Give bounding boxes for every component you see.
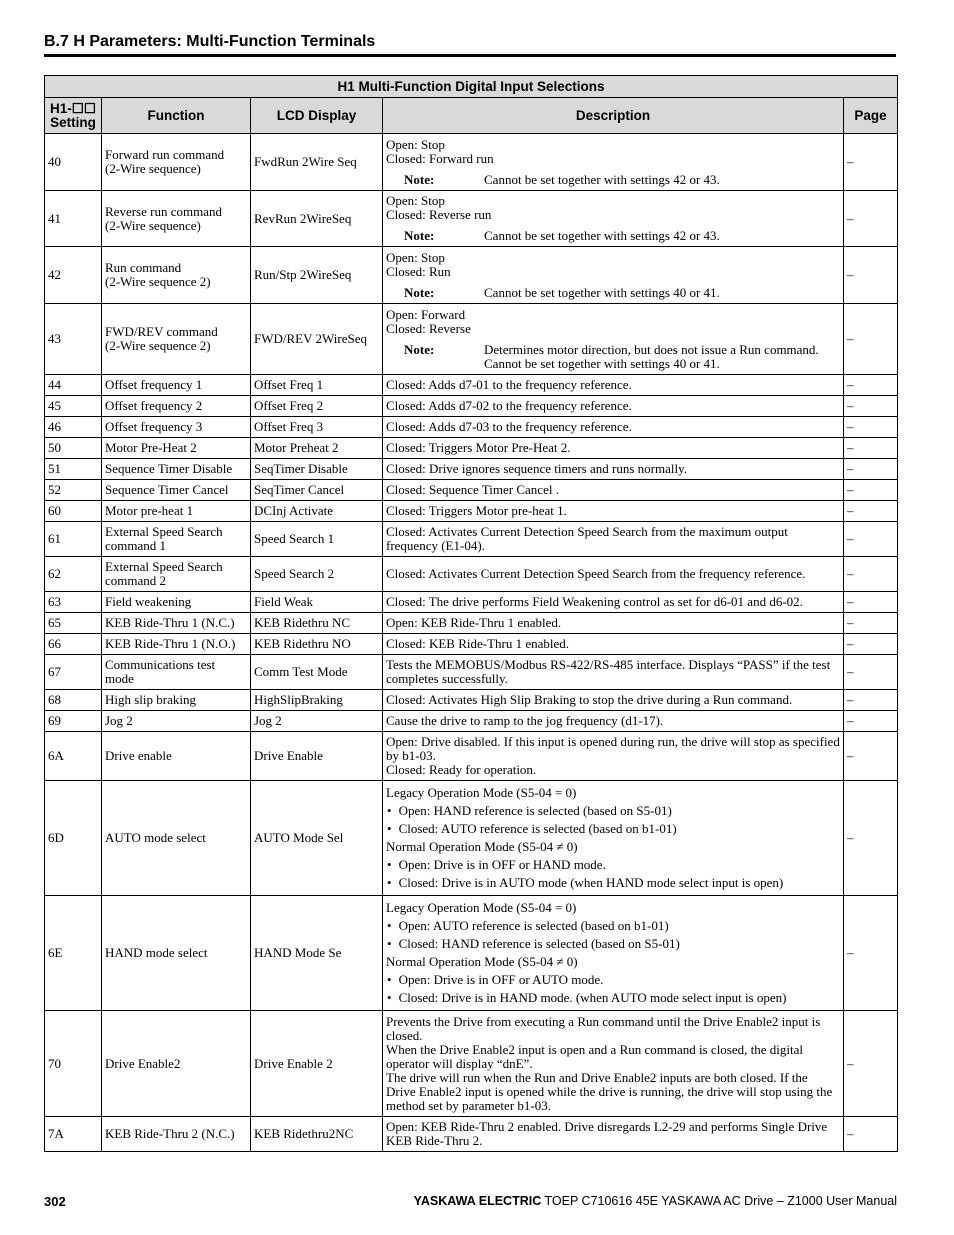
cell-setting: 60 (45, 501, 102, 522)
bullet-item (386, 991, 840, 1005)
description-line: Closed: Forward run (386, 150, 494, 166)
cell-setting: 46 (45, 417, 102, 438)
cell-setting: 6A (45, 732, 102, 781)
cell-description (383, 690, 844, 711)
table-row (45, 480, 898, 501)
function-line: Offset frequency 3 (105, 419, 203, 434)
function-line: Communications test (105, 657, 216, 672)
cell-lcd-display: Comm Test Mode (251, 655, 383, 690)
header-page: Page (844, 98, 898, 134)
function-line: KEB Ride-Thru 2 (N.C.) (105, 1126, 235, 1141)
header-setting-line2: Setting (50, 114, 96, 130)
function-line: Jog 2 (105, 713, 133, 728)
description-line: Closed: Adds d7-02 to the frequency reference. (386, 398, 632, 413)
function-line: (2-Wire sequence 2) (105, 274, 211, 289)
cell-page: – (844, 304, 898, 375)
table-row (45, 557, 898, 592)
table-row (45, 134, 898, 191)
cell-lcd-display: SeqTimer Cancel (251, 480, 383, 501)
bullet-text: Closed: AUTO reference is selected (based on b1-01) (398, 821, 677, 836)
cell-page: – (844, 396, 898, 417)
cell-page: – (844, 438, 898, 459)
cell-page: – (844, 247, 898, 304)
cell-description (383, 134, 844, 191)
function-line: Motor pre-heat 1 (105, 503, 194, 518)
note-text (484, 229, 840, 243)
table-row (45, 396, 898, 417)
function-line: Offset frequency 1 (105, 377, 203, 392)
bullet-dot: • (387, 857, 392, 872)
cell-lcd-display: Drive Enable 2 (251, 1011, 383, 1117)
description-line: Closed: Activates High Slip Braking to stop the drive during a Run command. (386, 692, 793, 707)
cell-description (383, 592, 844, 613)
bullet-item (386, 973, 840, 987)
cell-description (383, 655, 844, 690)
table-row (45, 896, 898, 1011)
description-line: Closed: Reverse (386, 320, 471, 336)
header-setting (45, 98, 102, 134)
bullet-item (386, 804, 840, 818)
cell-lcd-display: Motor Preheat 2 (251, 438, 383, 459)
function-line: (2-Wire sequence) (105, 217, 201, 233)
cell-lcd-display: Field Weak (251, 592, 383, 613)
mode-title: Normal Operation Mode (S5-04 ≠ 0) (386, 954, 578, 969)
cell-setting: 62 (45, 557, 102, 592)
function-line: Run command (105, 260, 182, 275)
footer-doc-info (414, 1194, 897, 1208)
cell-page: – (844, 557, 898, 592)
description-line: Open: KEB Ride-Thru 1 enabled. (386, 615, 562, 630)
cell-function (102, 438, 251, 459)
function-line: Field weakening (105, 594, 192, 609)
note-line: Cannot be set together with settings 42 or 43. (484, 228, 720, 243)
table-row (45, 613, 898, 634)
cell-setting: 43 (45, 304, 102, 375)
bullet-dot: • (387, 803, 392, 818)
cell-lcd-display: KEB Ridethru NC (251, 613, 383, 634)
cell-description (383, 191, 844, 247)
function-line: Offset frequency 2 (105, 398, 203, 413)
cell-lcd-display: Speed Search 2 (251, 557, 383, 592)
note-line: Cannot be set together with settings 40 or 41. (484, 284, 720, 300)
cell-function (102, 375, 251, 396)
cell-page: – (844, 480, 898, 501)
description-line: Closed: Reverse run (386, 207, 492, 222)
bullet-dot: • (387, 936, 392, 951)
cell-function (102, 480, 251, 501)
cell-description (383, 375, 844, 396)
cell-lcd-display: Run/Stp 2WireSeq (251, 247, 383, 304)
cell-function (102, 711, 251, 732)
table-row (45, 781, 898, 896)
cell-function (102, 459, 251, 480)
bullet-text: Open: HAND reference is selected (based on S5-01) (398, 803, 672, 818)
cell-setting: 40 (45, 134, 102, 191)
cell-page: – (844, 417, 898, 438)
table-row (45, 690, 898, 711)
table-row (45, 655, 898, 690)
bullet-dot: • (387, 821, 392, 836)
table-row (45, 592, 898, 613)
cell-function (102, 417, 251, 438)
bullet-text: Closed: Drive is in HAND mode. (when AUTO mode select input is open) (398, 990, 787, 1005)
cell-function (102, 396, 251, 417)
table-caption: H1 Multi-Function Digital Input Selections (45, 76, 898, 98)
cell-description (383, 634, 844, 655)
table-body (45, 134, 898, 1152)
note-block (386, 229, 840, 243)
cell-setting: 41 (45, 191, 102, 247)
cell-description (383, 480, 844, 501)
bullet-item (386, 876, 840, 890)
bullet-text: Closed: Drive is in AUTO mode (when HAND mode select input is open) (398, 875, 784, 890)
description-line: Closed: Adds d7-03 to the frequency reference. (386, 419, 632, 434)
cell-setting: 6E (45, 896, 102, 1011)
cell-page: – (844, 592, 898, 613)
mode-title: Normal Operation Mode (S5-04 ≠ 0) (386, 839, 578, 854)
header-setting-line1: H1-☐☐ (50, 100, 96, 116)
description-line: Closed: Triggers Motor Pre-Heat 2. (386, 440, 571, 455)
function-line: Sequence Timer Cancel (105, 482, 229, 497)
cell-page: – (844, 634, 898, 655)
bullet-item (386, 937, 840, 951)
description-line: Open: Forward (386, 306, 466, 322)
cell-page: – (844, 711, 898, 732)
function-line: Motor Pre-Heat 2 (105, 440, 197, 455)
cell-description (383, 396, 844, 417)
cell-lcd-display: Offset Freq 2 (251, 396, 383, 417)
cell-setting: 70 (45, 1011, 102, 1117)
cell-function (102, 247, 251, 304)
function-line: KEB Ride-Thru 1 (N.C.) (105, 615, 235, 630)
description-line: Open: Stop (386, 136, 445, 152)
mode-title: Legacy Operation Mode (S5-04 = 0) (386, 900, 577, 915)
cell-page: – (844, 134, 898, 191)
description-line: Closed: Sequence Timer Cancel . (386, 482, 559, 497)
table-row (45, 501, 898, 522)
note-block (386, 173, 840, 187)
cell-lcd-display: KEB Ridethru2NC (251, 1117, 383, 1152)
function-line: Drive Enable2 (105, 1055, 181, 1071)
description-line: The drive will run when the Run and Drive Enable2 inputs are both closed. If the Drive Enable2 input is opened while the drive is running, the drive will stop using the method set by parameter b1-03. (386, 1069, 833, 1113)
cell-function (102, 1011, 251, 1117)
note-label: Note: (404, 171, 435, 187)
description-line: Closed: Run (386, 263, 451, 279)
cell-setting: 65 (45, 613, 102, 634)
function-line: HAND mode select (105, 945, 208, 960)
bullet-item (386, 822, 840, 836)
cell-setting: 69 (45, 711, 102, 732)
cell-function (102, 781, 251, 896)
footer-doc-ref: TOEP C710616 45E YASKAWA AC Drive – Z1000 User Manual (544, 1194, 897, 1208)
table-row (45, 634, 898, 655)
cell-setting: 7A (45, 1117, 102, 1152)
cell-lcd-display: Offset Freq 3 (251, 417, 383, 438)
cell-setting: 66 (45, 634, 102, 655)
bullet-dot: • (387, 918, 392, 933)
cell-lcd-display: Offset Freq 1 (251, 375, 383, 396)
cell-setting: 45 (45, 396, 102, 417)
table-row (45, 191, 898, 247)
cell-lcd-display: Drive Enable (251, 732, 383, 781)
note-line: Cannot be set together with settings 40 or 41. (484, 355, 720, 371)
description-line: Tests the MEMOBUS/Modbus RS-422/RS-485 interface. Displays “PASS” if the test completes successfully. (386, 657, 831, 686)
cell-page: – (844, 896, 898, 1011)
note-line: Cannot be set together with settings 42 or 43. (484, 171, 720, 187)
cell-function (102, 634, 251, 655)
cell-description (383, 557, 844, 592)
header-lcd-display: LCD Display (251, 98, 383, 134)
cell-setting: 61 (45, 522, 102, 557)
cell-setting: 51 (45, 459, 102, 480)
page-number: 302 (44, 1194, 66, 1209)
description-line: Closed: Ready for operation. (386, 762, 537, 777)
cell-function (102, 655, 251, 690)
cell-page: – (844, 501, 898, 522)
table-row (45, 711, 898, 732)
cell-page: – (844, 191, 898, 247)
cell-setting: 63 (45, 592, 102, 613)
table-row (45, 459, 898, 480)
note-text (484, 343, 840, 371)
function-line: (2-Wire sequence 2) (105, 338, 211, 353)
cell-lcd-display: Jog 2 (251, 711, 383, 732)
cell-function (102, 557, 251, 592)
cell-function (102, 896, 251, 1011)
description-line: When the Drive Enable2 input is open and a Run command is closed, the digital operator will display “dnE”. (386, 1041, 803, 1071)
description-line: Closed: Activates Current Detection Speed Search from the frequency reference. (386, 566, 806, 581)
cell-description (383, 711, 844, 732)
cell-lcd-display: SeqTimer Disable (251, 459, 383, 480)
cell-function (102, 613, 251, 634)
cell-function (102, 191, 251, 247)
table-row (45, 304, 898, 375)
cell-description (383, 417, 844, 438)
table-row (45, 375, 898, 396)
note-text (484, 173, 840, 187)
cell-description (383, 896, 844, 1011)
description-line: Cause the drive to ramp to the jog frequency (d1-17). (386, 713, 664, 728)
description-line: Closed: Triggers Motor pre-heat 1. (386, 503, 567, 518)
cell-description (383, 732, 844, 781)
bullet-dot: • (387, 875, 392, 890)
cell-lcd-display: DCInj Activate (251, 501, 383, 522)
cell-lcd-display: FWD/REV 2WireSeq (251, 304, 383, 375)
cell-description (383, 438, 844, 459)
cell-setting: 42 (45, 247, 102, 304)
cell-description (383, 247, 844, 304)
table-row (45, 522, 898, 557)
description-line: Closed: KEB Ride-Thru 1 enabled. (386, 636, 570, 651)
table-row (45, 1117, 898, 1152)
footer-publisher: YASKAWA ELECTRIC (413, 1194, 542, 1208)
table-row (45, 732, 898, 781)
note-line: Determines motor direction, but does not issue a Run command. (484, 341, 819, 357)
cell-description (383, 501, 844, 522)
cell-page: – (844, 1117, 898, 1152)
cell-lcd-display: HighSlipBraking (251, 690, 383, 711)
cell-page: – (844, 732, 898, 781)
function-line: FWD/REV command (105, 324, 218, 339)
function-line: (2-Wire sequence) (105, 161, 201, 176)
description-line: Open: Drive disabled. If this input is opened during run, the drive will stop as specified by b1-03. (386, 734, 840, 763)
cell-description (383, 304, 844, 375)
function-line: Sequence Timer Disable (105, 461, 233, 476)
cell-function (102, 690, 251, 711)
function-line: command 1 (105, 538, 167, 553)
cell-setting: 6D (45, 781, 102, 896)
cell-setting: 67 (45, 655, 102, 690)
cell-page: – (844, 375, 898, 396)
cell-page: – (844, 655, 898, 690)
table-row (45, 1011, 898, 1117)
cell-lcd-display: HAND Mode Se (251, 896, 383, 1011)
description-line: Prevents the Drive from executing a Run command until the Drive Enable2 input is closed. (386, 1013, 821, 1043)
cell-description (383, 522, 844, 557)
bullet-text: Closed: HAND reference is selected (based on S5-01) (398, 936, 680, 951)
h1-parameter-table (44, 75, 898, 1152)
cell-description (383, 1117, 844, 1152)
bullet-text: Open: Drive is in OFF or AUTO mode. (398, 972, 604, 987)
cell-page: – (844, 781, 898, 896)
cell-page: – (844, 522, 898, 557)
cell-setting: 68 (45, 690, 102, 711)
cell-page: – (844, 613, 898, 634)
cell-function (102, 522, 251, 557)
table-row (45, 438, 898, 459)
cell-description (383, 781, 844, 896)
bullet-text: Open: AUTO reference is selected (based on b1-01) (398, 918, 669, 933)
cell-description (383, 613, 844, 634)
note-block (386, 286, 840, 300)
function-line: Drive enable (105, 748, 172, 763)
note-block (386, 343, 840, 371)
note-label: Note: (404, 228, 435, 243)
mode-title: Legacy Operation Mode (S5-04 = 0) (386, 785, 577, 800)
table-row (45, 247, 898, 304)
bullet-dot: • (387, 990, 392, 1005)
note-label: Note: (404, 284, 435, 300)
cell-lcd-display: FwdRun 2Wire Seq (251, 134, 383, 191)
function-line: mode (105, 671, 134, 686)
function-line: External Speed Search (105, 559, 223, 574)
cell-page: – (844, 459, 898, 480)
note-text (484, 286, 840, 300)
cell-function (102, 501, 251, 522)
description-line: Closed: Adds d7-01 to the frequency reference. (386, 377, 632, 392)
function-line: Reverse run command (105, 203, 222, 219)
bullet-item (386, 919, 840, 933)
function-line: External Speed Search (105, 524, 223, 539)
function-line: KEB Ride-Thru 1 (N.O.) (105, 636, 236, 651)
description-line: Closed: Drive ignores sequence timers and runs normally. (386, 461, 687, 476)
cell-page: – (844, 1011, 898, 1117)
note-label: Note: (404, 341, 435, 357)
section-title: B.7 H Parameters: Multi-Function Terminals (44, 33, 896, 57)
function-line: Forward run command (105, 147, 225, 162)
cell-setting: 50 (45, 438, 102, 459)
cell-lcd-display: RevRun 2WireSeq (251, 191, 383, 247)
description-line: Closed: The drive performs Field Weakening control as set for d6-01 and d6-02. (386, 594, 803, 609)
description-line: Closed: Activates Current Detection Speed Search from the maximum output frequency (E1-04). (386, 524, 788, 553)
header-description: Description (383, 98, 844, 134)
description-line: Open: Stop (386, 193, 445, 208)
cell-page: – (844, 690, 898, 711)
cell-function (102, 1117, 251, 1152)
bullet-dot: • (387, 972, 392, 987)
table-row (45, 417, 898, 438)
cell-description (383, 459, 844, 480)
cell-lcd-display: AUTO Mode Sel (251, 781, 383, 896)
cell-function (102, 304, 251, 375)
cell-lcd-display: Speed Search 1 (251, 522, 383, 557)
cell-setting: 44 (45, 375, 102, 396)
bullet-item (386, 858, 840, 872)
description-line: Open: KEB Ride-Thru 2 enabled. Drive disregards L2-29 and performs Single Drive KEB Ride-Thru 2. (386, 1119, 828, 1148)
header-function: Function (102, 98, 251, 134)
function-line: High slip braking (105, 692, 196, 707)
function-line: AUTO mode select (105, 830, 206, 845)
cell-setting: 52 (45, 480, 102, 501)
bullet-text: Open: Drive is in OFF or HAND mode. (398, 857, 606, 872)
function-line: command 2 (105, 573, 167, 588)
description-line: Open: Stop (386, 249, 445, 265)
cell-function (102, 592, 251, 613)
cell-function (102, 134, 251, 191)
cell-description (383, 1011, 844, 1117)
cell-function (102, 732, 251, 781)
cell-lcd-display: KEB Ridethru NO (251, 634, 383, 655)
